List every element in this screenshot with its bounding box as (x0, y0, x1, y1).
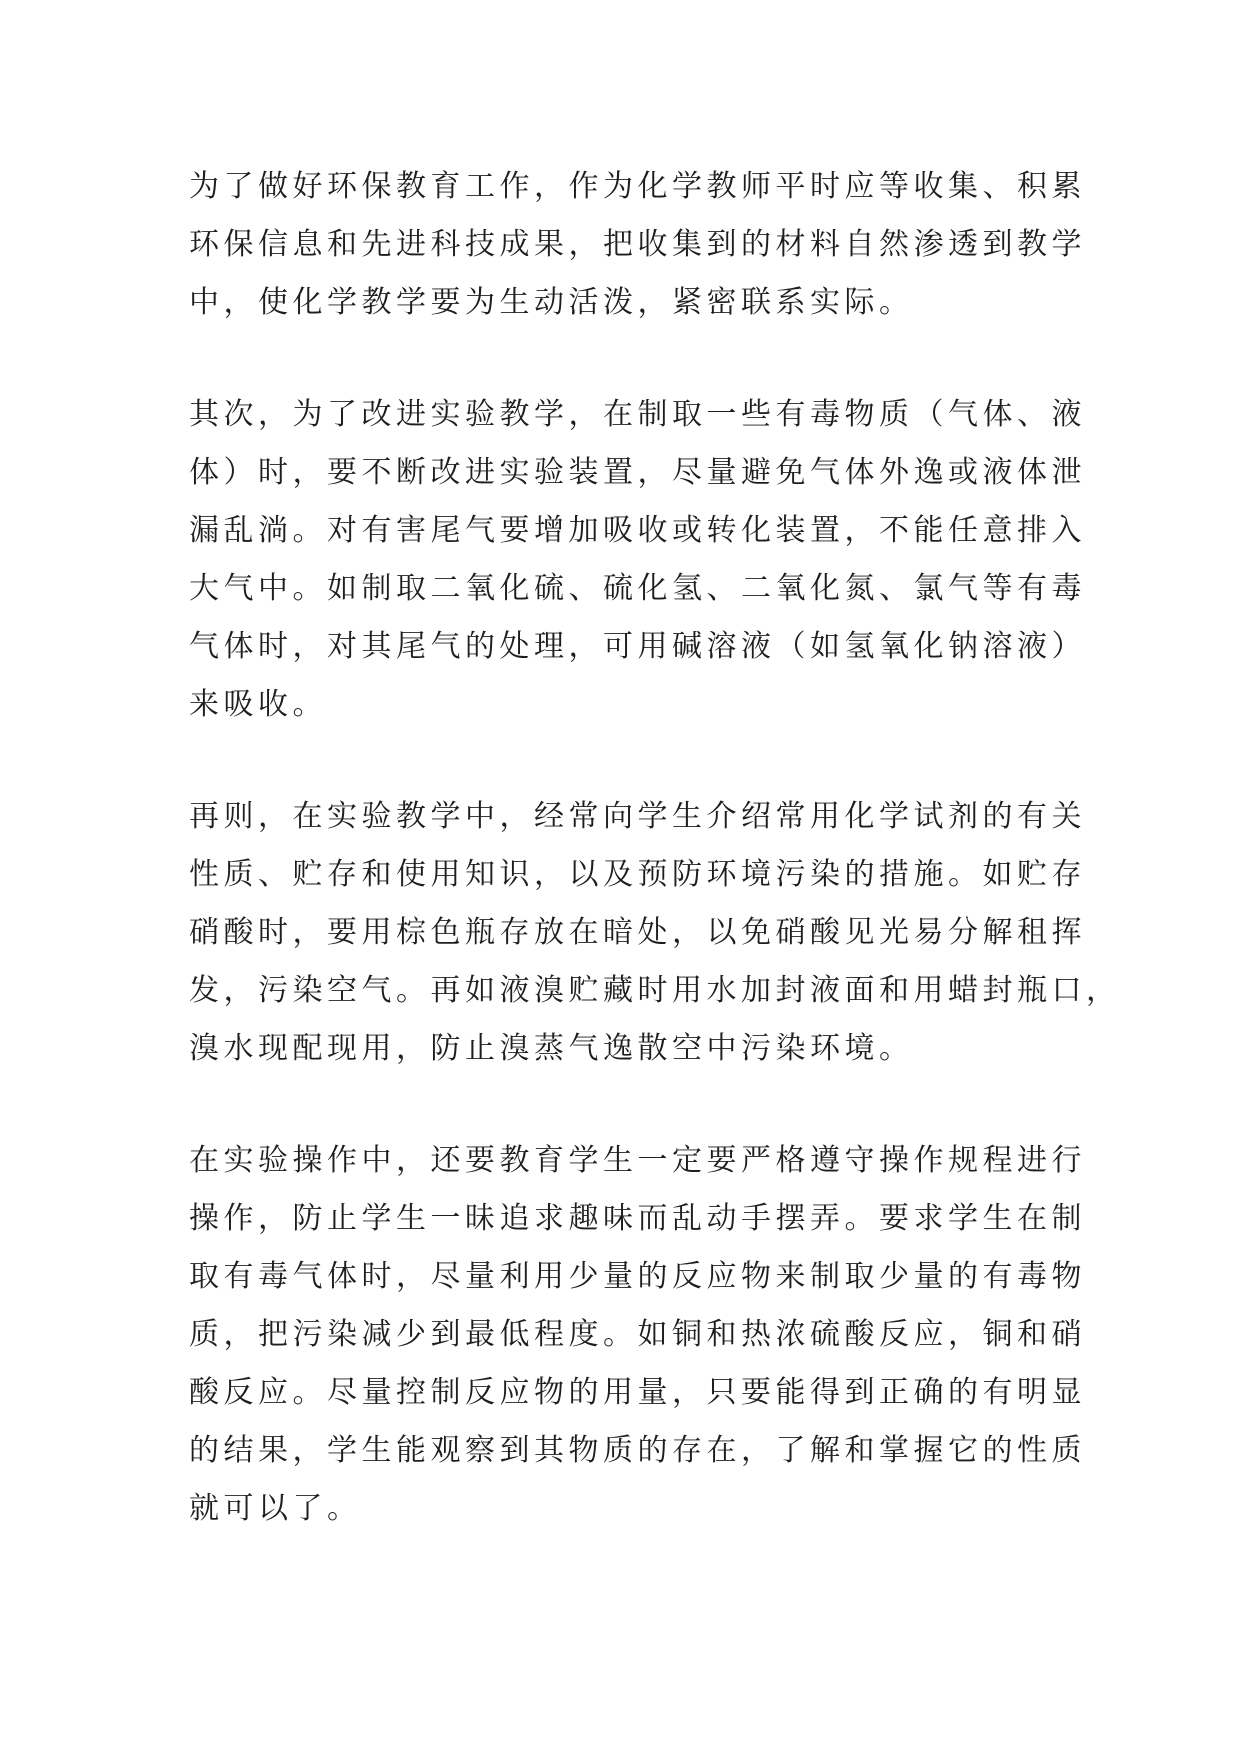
text-line: 来吸收。 (189, 687, 327, 722)
text-line: 环保信息和先进科技成果，把收集到的材料自然渗透到教学 (189, 227, 1086, 262)
document-body (189, 158, 1121, 1592)
text-line: 操作，防止学生一昧追求趣味而乱动手摆弄。要求学生在制 (189, 1201, 1086, 1236)
text-line: 中，使化学教学要为生动活泼，紧密联系实际。 (189, 285, 914, 320)
text-line: 其次，为了改进实验教学，在制取一些有毒物质（气体、液 (189, 397, 1086, 432)
text-line: 溴水现配现用，防止溴蒸气逸散空中污染环境。 (189, 1031, 914, 1066)
text-line: 发，污染空气。再如液溴贮藏时用水加封液面和用蜡封瓶口， (189, 973, 1121, 1008)
text-line: 体）时，要不断改进实验装置，尽量避免气体外逸或液体泄 (189, 455, 1086, 490)
text-line: 酸反应。尽量控制反应物的用量，只要能得到正确的有明显 (189, 1375, 1086, 1410)
paragraph-environmental-education (189, 158, 1086, 332)
text-line: 质，把污染减少到最低程度。如铜和热浓硫酸反应，铜和硝 (189, 1317, 1086, 1352)
text-line: 硝酸时，要用棕色瓶存放在暗处，以免硝酸见光易分解租挥 (189, 915, 1086, 950)
text-line: 在实验操作中，还要教育学生一定要严格遵守操作规程进行 (189, 1143, 1086, 1178)
paragraph-reagent-storage (189, 788, 1121, 1078)
text-line: 取有毒气体时，尽量利用少量的反应物来制取少量的有毒物 (189, 1259, 1086, 1294)
text-line: 性质、贮存和使用知识，以及预防环境污染的措施。如贮存 (189, 857, 1086, 892)
text-line: 为了做好环保教育工作，作为化学教师平时应等收集、积累 (189, 169, 1086, 204)
paragraph-operation-rules (189, 1132, 1086, 1538)
paragraph-improve-experiments (189, 386, 1086, 734)
text-line: 大气中。如制取二氧化硫、硫化氢、二氧化氮、氯气等有毒 (189, 571, 1086, 606)
text-line: 再则，在实验教学中，经常向学生介绍常用化学试剂的有关 (189, 799, 1086, 834)
text-line: 的结果，学生能观察到其物质的存在，了解和掌握它的性质 (189, 1433, 1086, 1468)
text-line: 漏乱淌。对有害尾气要增加吸收或转化装置，不能任意排入 (189, 513, 1086, 548)
text-line: 就可以了。 (189, 1491, 362, 1526)
text-line: 气体时，对其尾气的处理，可用碱溶液（如氢氧化钠溶液） (189, 629, 1086, 664)
